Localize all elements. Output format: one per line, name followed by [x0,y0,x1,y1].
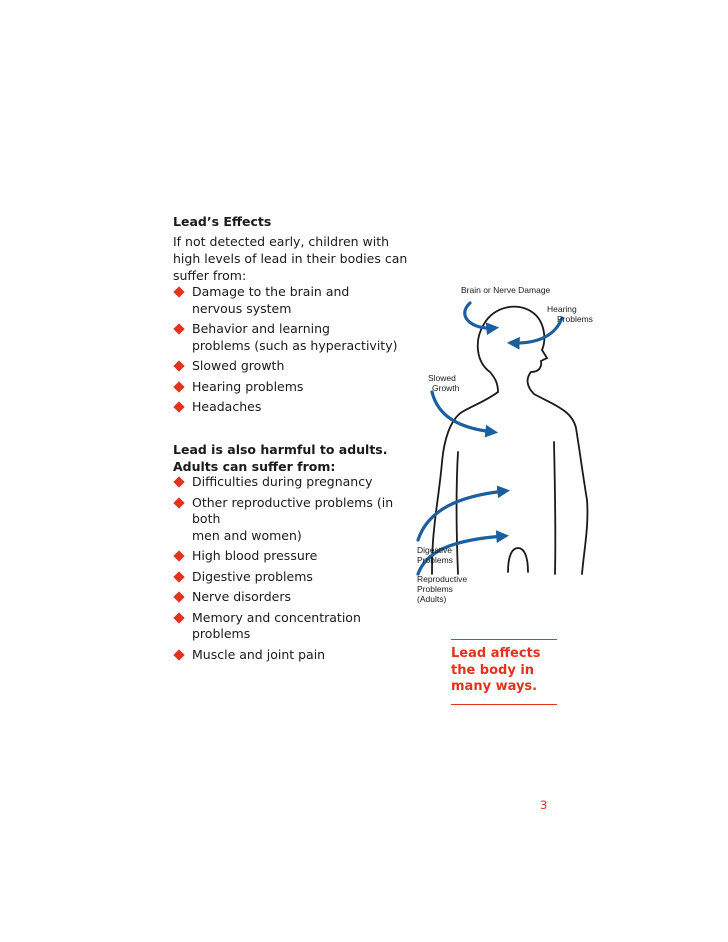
adults-heading: Lead is also harmful to adults. Adults can suffer from: [173,442,388,474]
digestive-label-1: Digestive [417,545,452,555]
arrows [418,303,562,574]
growth-label-1: Slowed [428,373,456,383]
list-item [173,495,418,545]
list-item-text: Digestive problems [192,568,313,584]
list-item-text: Behavior and learning problems (such as hyperactivity) [192,321,398,353]
diamond-bullet-icon [173,476,184,487]
diamond-bullet-icon [173,497,184,508]
hearing-label-2: Problems [557,314,593,324]
reproductive-label-1: Reproductive [417,574,468,584]
list-item [173,321,418,354]
list-item-text: Memory and concentration problems [192,609,361,641]
list-item-text: Damage to the brain and nervous system [192,284,350,316]
reproductive-label-3: (Adults) [417,594,447,604]
children-effects-list [173,284,418,420]
callout-text: Lead affects the body in many ways. [451,646,541,694]
list-item [173,399,418,416]
list-item [173,647,418,664]
digestive-label-2: Problems [417,555,453,565]
diamond-bullet-icon [173,571,184,582]
list-item [173,589,418,606]
diamond-bullet-icon [173,550,184,561]
digestive-arrow-icon [418,491,505,540]
callout-box [451,639,557,705]
list-item-text: Headaches [192,399,262,414]
section-heading: Lead’s Effects [173,214,272,229]
reproductive-label-2: Problems [417,584,453,594]
growth-label-2: Growth [432,383,460,393]
list-item-text: Nerve disorders [192,589,292,604]
list-item [173,284,418,317]
diamond-bullet-icon [173,649,184,660]
brain-label: Brain or Nerve Damage [461,285,551,295]
diamond-bullet-icon [173,612,184,623]
diamond-bullet-icon [173,286,184,297]
body-outline [432,307,587,574]
list-item-text: Other reproductive problems (in both men and women) [192,494,394,543]
list-item-text: Muscle and joint pain [192,646,326,662]
body-diagram [415,283,600,613]
list-item-text: Difficulties during pregnancy [192,474,373,489]
list-item [173,474,418,491]
diamond-bullet-icon [173,360,184,371]
hearing-label-1: Hearing [547,304,577,314]
list-item-text: Hearing problems [192,378,304,394]
diamond-bullet-icon [173,381,184,392]
list-item [173,358,418,375]
list-item [173,569,418,586]
intro-paragraph: If not detected early, children with high levels of lead in their bodies can suffer from: [173,234,408,283]
list-item [173,610,418,643]
hearing-arrow-icon [512,318,562,343]
diamond-bullet-icon [173,401,184,412]
adult-effects-list [173,474,418,667]
list-item-text: High blood pressure [192,548,318,563]
diamond-bullet-icon [173,591,184,602]
page-number: 3 [540,798,548,812]
list-item-text: Slowed growth [192,358,285,373]
list-item [173,548,418,565]
list-item [173,379,418,396]
diamond-bullet-icon [173,323,184,334]
